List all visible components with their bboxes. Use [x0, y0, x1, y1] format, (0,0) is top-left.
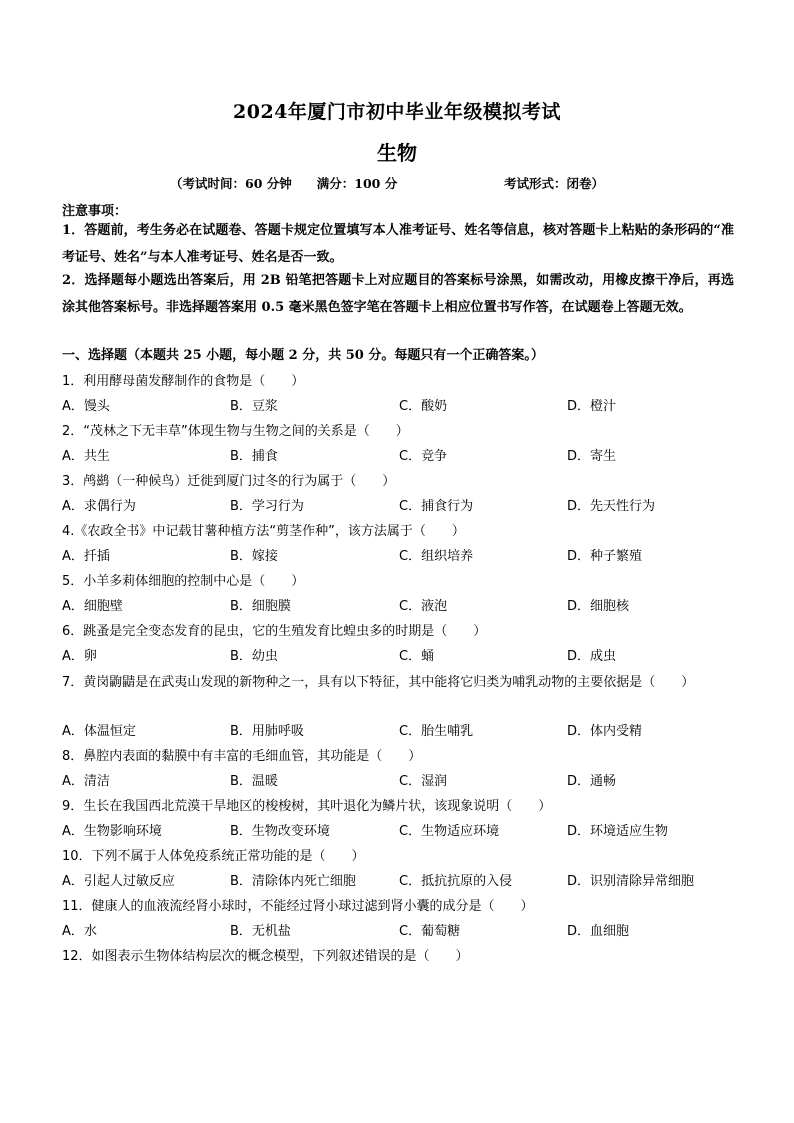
question-8-option-a: A．清洁 [62, 774, 110, 789]
question-2-option-b: B．捕食 [230, 449, 278, 464]
question-10-option-b: B．清除体内死亡细胞 [230, 874, 356, 889]
question-1-options [62, 397, 742, 417]
question-5-option-c: C．液泡 [399, 599, 448, 614]
question-6-option-d: D．成虫 [567, 649, 617, 664]
question-5-options [62, 597, 742, 617]
question-9-option-b: B．生物改变环境 [230, 824, 330, 839]
question-3-option-a: A．求偶行为 [62, 499, 136, 514]
question-8-option-d: D．通畅 [567, 774, 617, 789]
question-4-options [62, 547, 742, 567]
question-2-option-a: A．共生 [62, 449, 110, 464]
question-5-option-d: D．细胞核 [567, 599, 630, 614]
question-11-option-d: D．血细胞 [567, 924, 630, 939]
question-2-option-c: C．竞争 [399, 449, 448, 464]
question-6-options [62, 647, 742, 667]
question-3-option-d: D．先天性行为 [567, 499, 656, 514]
question-11-stem: 11．健康人的血液流经肾小球时，不能经过肾小球过滤到肾小囊的成分是（ ） [62, 899, 534, 914]
question-5-option-b: B．细胞膜 [230, 599, 291, 614]
question-11-option-b: B．无机盐 [230, 924, 291, 939]
question-1-stem: 1．利用酵母菌发酵制作的食物是（ ） [62, 374, 305, 389]
question-8-stem: 8．鼻腔内表面的黏膜中有丰富的毛细血管，其功能是（ ） [62, 749, 422, 764]
question-10-option-a: A．引起人过敏反应 [62, 874, 175, 889]
question-9-options [62, 822, 742, 842]
section-heading: 一、选择题（本题共 25 小题，每小题 2 分，共 50 分。每题只有一个正确答案。） [62, 348, 544, 363]
question-11-options [62, 922, 742, 942]
exam-time-info: （考试时间：60 分钟 满分：100 分 [170, 176, 398, 191]
question-7-option-d: D．体内受精 [567, 724, 643, 739]
question-4-stem: 4.《农政全书》中记载甘薯种植方法“剪茎作种”，该方法属于（ ） [62, 524, 465, 539]
question-2-stem: 2．“茂林之下无丰草”体现生物与生物之间的关系是（ ） [62, 424, 409, 439]
exam-form-info: 考试形式：闭卷） [504, 176, 605, 191]
question-1-option-c: C．酸奶 [399, 399, 448, 414]
question-7-options [62, 722, 742, 742]
question-3-stem: 3．鸬鹚（一种候鸟）迁徙到厦门过冬的行为属于（ ） [62, 474, 396, 489]
question-8-options [62, 772, 742, 792]
question-3-option-c: C．捕食行为 [399, 499, 474, 514]
question-7-option-b: B．用肺呼吸 [230, 724, 304, 739]
question-9-option-c: C．生物适应环境 [399, 824, 500, 839]
question-5-option-a: A．细胞壁 [62, 599, 123, 614]
question-3-options [62, 497, 742, 517]
question-7-option-a: A．体温恒定 [62, 724, 136, 739]
question-12-stem: 12．如图表示生物体结构层次的概念模型，下列叙述错误的是（ ） [62, 949, 469, 964]
question-2-options [62, 447, 742, 467]
question-10-option-d: D．识别清除异常细胞 [567, 874, 695, 889]
question-4-option-d: D．种子繁殖 [567, 549, 643, 564]
question-11-option-a: A．水 [62, 924, 97, 939]
note-item-1: 1．答题前，考生务必在试题卷、答题卡规定位置填写本人准考证号、姓名等信息，核对答题卡上粘贴的条形码的“准考证号、姓名”与本人准考证号、姓名是否一致。 [62, 223, 734, 265]
question-9-option-a: A．生物影响环境 [62, 824, 162, 839]
note-item-2: 2．选择题每小题选出答案后，用 2B 铅笔把答题卡上对应题目的答案标号涂黑，如需改动，用橡皮擦干净后，再选涂其他答案标号。非选择题答案用 0.5 毫米黑色签字笔在答题卡上相应位置书写作答，在试题卷上答题无效。 [62, 273, 734, 315]
question-1-option-d: D．橙汁 [567, 399, 617, 414]
question-2-option-d: D．寄生 [567, 449, 617, 464]
question-6-stem: 6．跳蚤是完全变态发育的昆虫，它的生殖发育比蝗虫多的时期是（ ） [62, 624, 487, 639]
exam-title: 2024年厦门市初中毕业年级模拟考试 [233, 101, 561, 123]
question-9-stem: 9．生长在我国西北荒漠干旱地区的梭梭树，其叶退化为鳞片状，该现象说明（ ） [62, 799, 552, 814]
question-1-option-a: A．馒头 [62, 399, 110, 414]
question-8-option-c: C．湿润 [399, 774, 448, 789]
question-7-option-c: C．胎生哺乳 [399, 724, 474, 739]
question-4-option-b: B．嫁接 [230, 549, 278, 564]
question-9-option-d: D．环境适应生物 [567, 824, 669, 839]
question-11-option-c: C．葡萄糖 [399, 924, 461, 939]
question-7-stem: 7．黄岗鼩鼱是在武夷山发现的新物种之一，具有以下特征，其中能将它归类为哺乳动物的主要依据是（ ） [62, 675, 695, 690]
question-1-option-b: B．豆浆 [230, 399, 278, 414]
question-10-stem: 10．下列不属于人体免疫系统正常功能的是（ ） [62, 849, 365, 864]
question-4-option-a: A．扦插 [62, 549, 110, 564]
question-10-options [62, 872, 742, 892]
question-10-option-c: C．抵抗抗原的入侵 [399, 874, 513, 889]
question-5-stem: 5．小羊多莉体细胞的控制中心是（ ） [62, 574, 305, 589]
question-6-option-b: B．幼虫 [230, 649, 278, 664]
question-8-option-b: B．温暖 [230, 774, 278, 789]
question-6-option-c: C．蛹 [399, 649, 435, 664]
notes-heading: 注意事项： [62, 204, 128, 219]
subject-title: 生物 [377, 141, 417, 165]
question-3-option-b: B．学习行为 [230, 499, 304, 514]
question-6-option-a: A．卵 [62, 649, 97, 664]
question-4-option-c: C．组织培养 [399, 549, 474, 564]
